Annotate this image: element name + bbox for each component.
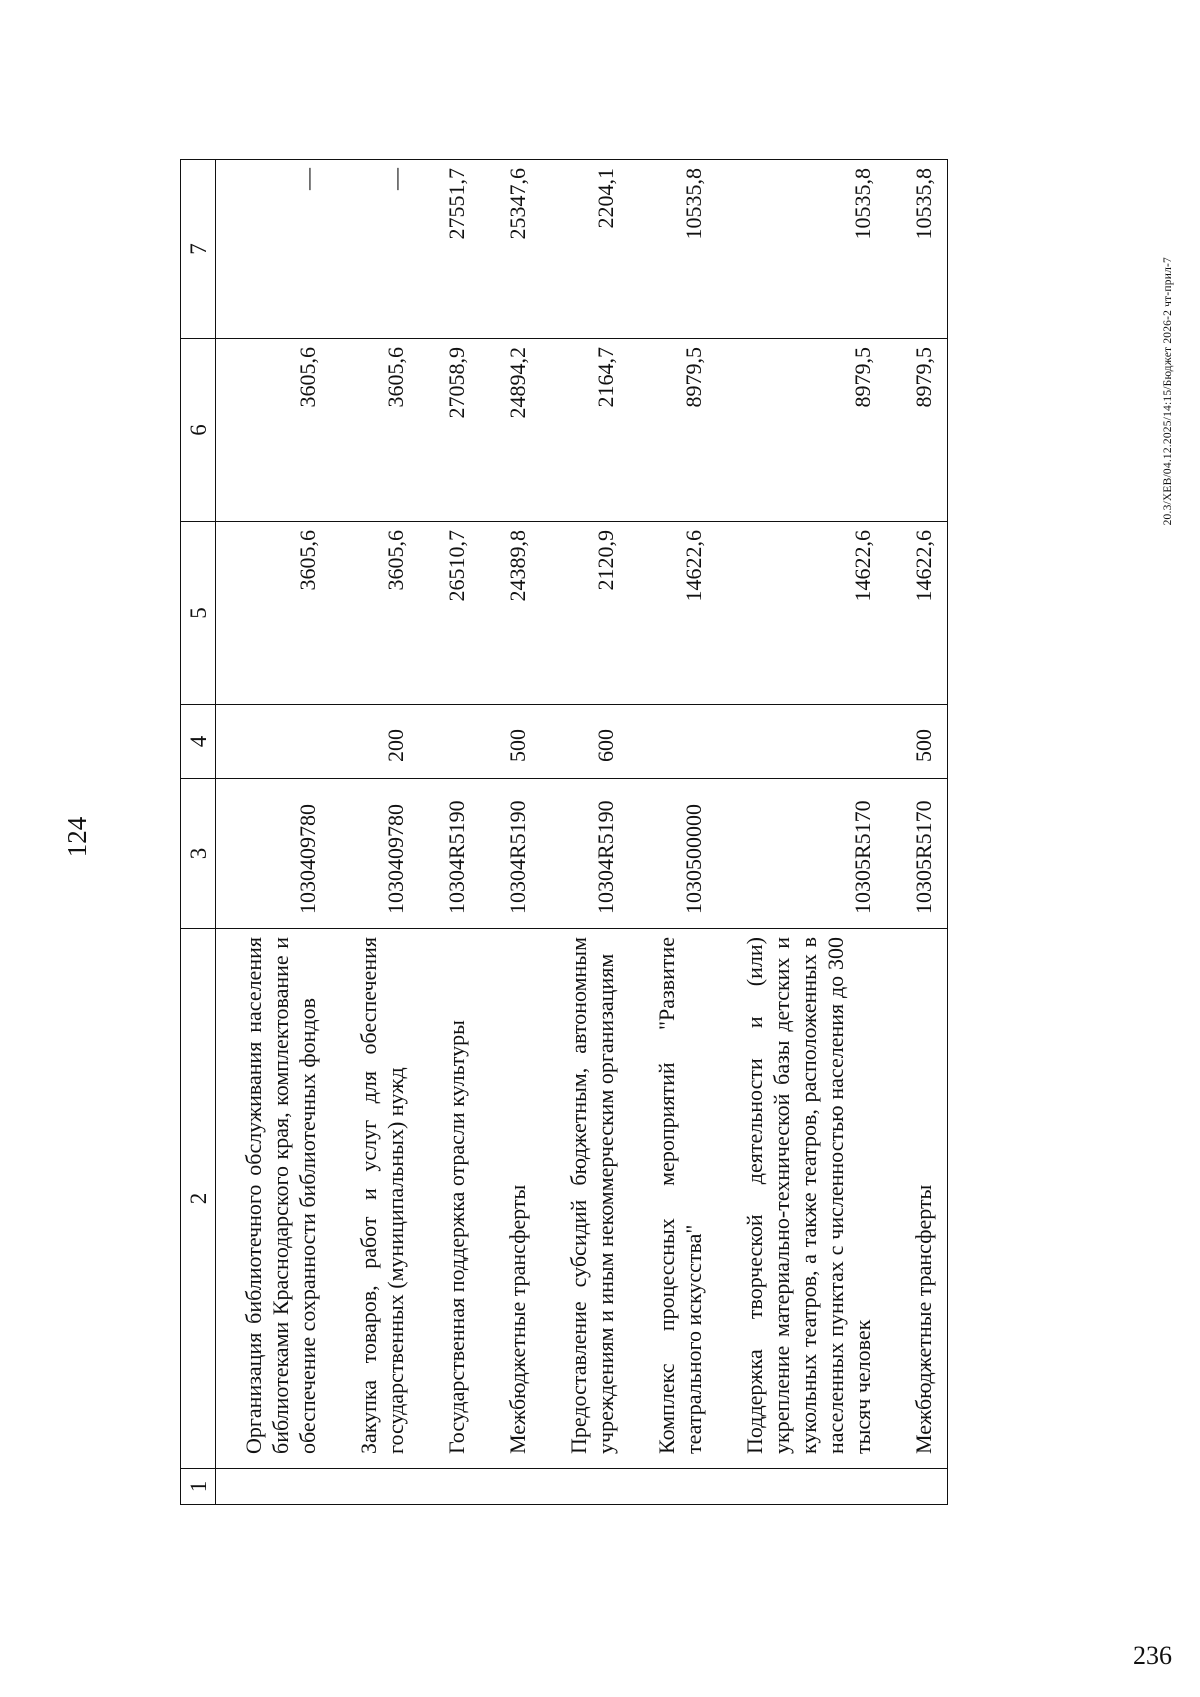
cell-description: Комплекс процессных мероприятий "Развитие театрального искусства" (629, 929, 717, 1469)
cell-amount-col7: 27551,7 (419, 160, 480, 339)
cell-amount-col7: 10535,8 (629, 160, 717, 339)
header-col-3: 3 (181, 779, 216, 929)
cell-amount-col6: 8979,5 (717, 339, 886, 522)
header-col-2: 2 (181, 929, 216, 1469)
cell-amount-col6: 8979,5 (886, 339, 948, 522)
cell-number (216, 1469, 332, 1505)
cell-amount-col5: 3605,6 (216, 522, 332, 705)
cell-description: Организация библиотечного обслуживания населения библиотеками Краснодарского края, комплектование и обеспечение сохранности библиотечных фондов (216, 929, 332, 1469)
header-col-5: 5 (181, 522, 216, 705)
cell-number (629, 1469, 717, 1505)
cell-amount-col7: — (331, 160, 419, 339)
cell-target-code: 1030409780 (331, 779, 419, 929)
cell-expense-type (216, 705, 332, 779)
cell-description: Межбюджетные трансферты (480, 929, 541, 1469)
cell-amount-col5: 14622,6 (717, 522, 886, 705)
cell-expense-type (717, 705, 886, 779)
cell-expense-type (629, 705, 717, 779)
cell-number (480, 1469, 541, 1505)
cell-target-code: 10304R5190 (541, 779, 629, 929)
cell-amount-col6: 3605,6 (216, 339, 332, 522)
cell-amount-col5: 24389,8 (480, 522, 541, 705)
cell-number (419, 1469, 480, 1505)
cell-target-code: 10304R5190 (480, 779, 541, 929)
cell-target-code: 10305R5170 (886, 779, 948, 929)
cell-description: Предоставление субсидий бюджетным, автономным учреждениям и иным некоммерческим организациям (541, 929, 629, 1469)
budget-table (180, 159, 948, 1505)
header-col-7: 7 (181, 160, 216, 339)
cell-amount-col6: 3605,6 (331, 339, 419, 522)
cell-number (541, 1469, 629, 1505)
cell-amount-col5: 14622,6 (886, 522, 948, 705)
cell-amount-col6: 24894,2 (480, 339, 541, 522)
cell-expense-type: 600 (541, 705, 629, 779)
table-row (541, 160, 629, 1505)
header-col-1: 1 (181, 1469, 216, 1505)
table-header (181, 160, 216, 1505)
cell-amount-col7: — (216, 160, 332, 339)
table-row (480, 160, 541, 1505)
cell-target-code: 10305R5170 (717, 779, 886, 929)
table-row (629, 160, 717, 1505)
cell-amount-col7: 10535,8 (886, 160, 948, 339)
cell-target-code: 1030409780 (216, 779, 332, 929)
cell-description: Межбюджетные трансферты (886, 929, 948, 1469)
cell-description: Государственная поддержка отрасли культуры (419, 929, 480, 1469)
sheet-number: 236 (1133, 1641, 1172, 1670)
cell-number (717, 1469, 886, 1505)
table-row (216, 160, 332, 1505)
table-body (216, 160, 948, 1505)
document-code: 20.3/ХЕВ/04.12.2025/14:15/Бюджет 2026-2 чт-прил-7 (1162, 257, 1174, 526)
cell-expense-type: 200 (331, 705, 419, 779)
cell-amount-col5: 26510,7 (419, 522, 480, 705)
cell-amount-col6: 27058,9 (419, 339, 480, 522)
header-col-4: 4 (181, 705, 216, 779)
cell-target-code: 10304R5190 (419, 779, 480, 929)
cell-amount-col7: 10535,8 (717, 160, 886, 339)
table-row (717, 160, 886, 1505)
cell-amount-col5: 3605,6 (331, 522, 419, 705)
header-col-6: 6 (181, 339, 216, 522)
cell-amount-col6: 2164,7 (541, 339, 629, 522)
cell-amount-col7: 25347,6 (480, 160, 541, 339)
table-row (331, 160, 419, 1505)
cell-description: Поддержка творческой деятельности и (или) укрепление материально-технической базы детских и кукольных театров, а также театров, расположенных в населенных пунктах с численностью населения до 300 тысяч человек (717, 929, 886, 1469)
cell-number (886, 1469, 948, 1505)
cell-expense-type (419, 705, 480, 779)
table-row (419, 160, 480, 1505)
cell-number (331, 1469, 419, 1505)
cell-amount-col5: 14622,6 (629, 522, 717, 705)
page-number: 124 (62, 816, 92, 858)
cell-expense-type: 500 (886, 705, 948, 779)
cell-amount-col7: 2204,1 (541, 160, 629, 339)
cell-target-code: 1030500000 (629, 779, 717, 929)
cell-amount-col6: 8979,5 (629, 339, 717, 522)
cell-expense-type: 500 (480, 705, 541, 779)
cell-description: Закупка товаров, работ и услуг для обеспечения государственных (муниципальных) нужд (331, 929, 419, 1469)
table-row (886, 160, 948, 1505)
cell-amount-col5: 2120,9 (541, 522, 629, 705)
